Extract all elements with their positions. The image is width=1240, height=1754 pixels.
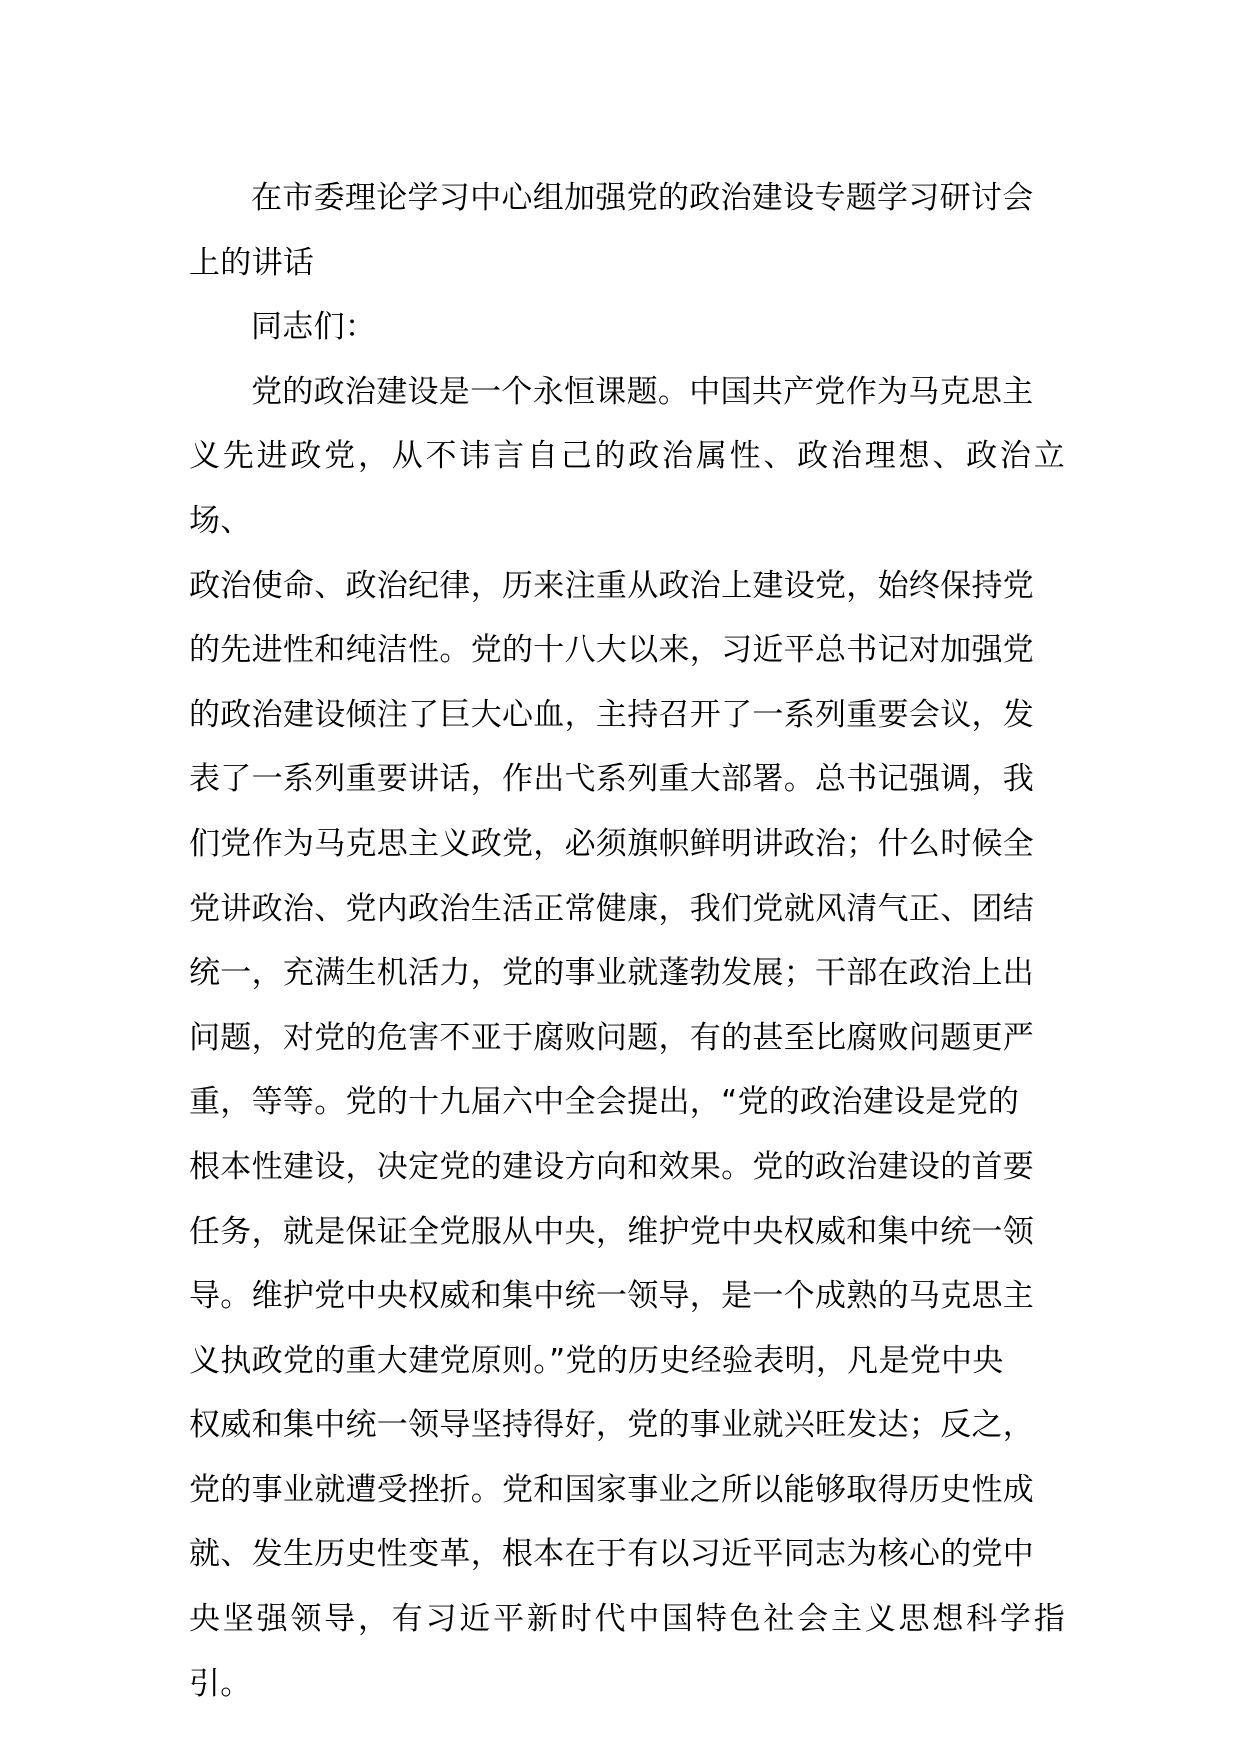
body-line: 就、发生历史性变革，根本在于有以习近平同志为核心的党中: [189, 1536, 1035, 1573]
title-line-2: 上的讲话: [189, 244, 315, 281]
body-line: 权威和集中统一领导坚持得好，党的事业就兴旺发达；反之，: [189, 1407, 1035, 1444]
body-line: 义先进政党，从不讳言自己的政治属性、政治理想、政治立场、: [189, 438, 1065, 539]
body-line: 政治使命、政治纪律，历来注重从政治上建设党，始终保持党: [189, 567, 1035, 604]
body-line: 党的事业就遭受挫折。党和国家事业之所以能够取得历史性成: [189, 1471, 1035, 1508]
body-paragraph: [189, 360, 1065, 1716]
salutation: 同志们：: [251, 309, 377, 346]
body-line: 的先进性和纯洁性。党的十八大以来，习近平总书记对加强党: [189, 632, 1035, 669]
document-content: [189, 166, 1065, 1716]
body-line: 重，等等。党的十九届六中全会提出，“党的政治建设是党的: [189, 1084, 1020, 1121]
body-line: 央坚强领导，有习近平新时代中国特色社会主义思想科学指引。: [189, 1601, 1065, 1702]
body-line: 表了一系列重要讲话，作出弋系列重大部署。总书记强调，我: [189, 761, 1035, 798]
body-line: 任务，就是保证全党服从中央，维护党中央权威和集中统一领: [189, 1213, 1035, 1250]
body-line: 导。维护党中央权威和集中统一领导，是一个成熟的马克思主: [189, 1278, 1035, 1315]
body-line: 党的政治建设是一个永恒课题。中国共产党作为马克思主: [251, 373, 1034, 410]
body-line: 根本性建设，决定党的建设方向和效果。党的政治建设的首要: [189, 1148, 1035, 1185]
title-line-1: 在市委理论学习中心组加强党的政治建设专题学习研讨会: [251, 180, 1034, 216]
speech-title: [189, 166, 1065, 295]
body-line: 义执政党的重大建党原则。”党的历史经验表明，凡是党中央: [189, 1342, 1004, 1379]
body-line: 统一，充满生机活力，党的事业就蓬勃发展；干部在政治上出: [189, 955, 1035, 992]
body-line: 们党作为马克思主义政党，必须旗帜鲜明讲政治；什么时候全: [189, 825, 1035, 862]
body-line: 党讲政治、党内政治生活正常健康，我们党就风清气正、团结: [189, 890, 1035, 927]
body-line: 问题，对党的危害不亚于腐败问题，有的甚至比腐败问题更严: [189, 1019, 1035, 1056]
body-line: 的政治建设倾注了巨大心血，主持召开了一系列重要会议，发: [189, 696, 1035, 733]
